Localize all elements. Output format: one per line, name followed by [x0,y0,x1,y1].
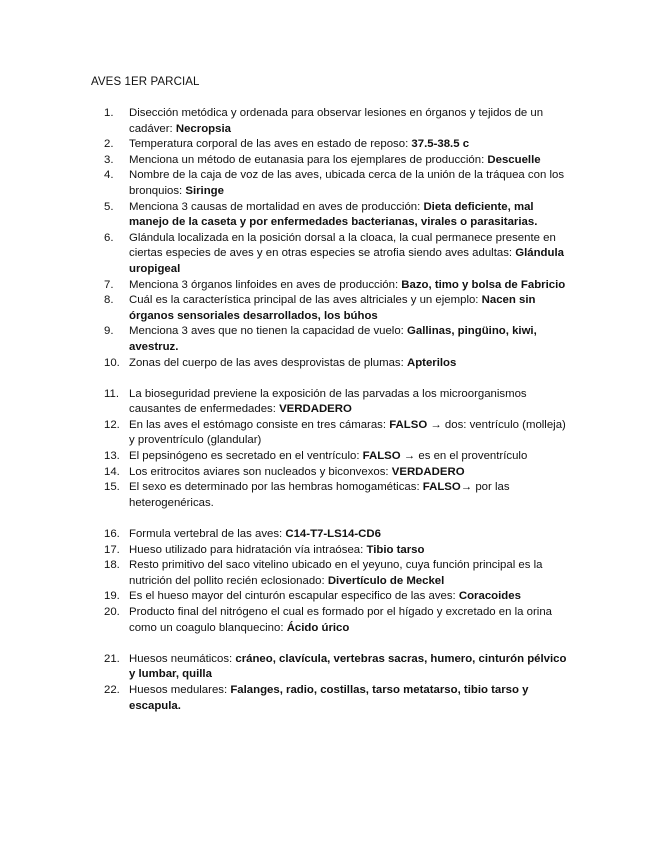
question-text: Los eritrocitos aviares son nucleados y biconvexos: [129,465,392,478]
question-item [0,231,569,278]
question-item [0,153,569,169]
question-item [0,527,569,543]
question-text: Producto final del nitrógeno el cual es formado por el hígado y excretado en la orina como un coagulo blanquecino: [129,606,552,634]
question-number: 16. [104,528,120,541]
question-item [0,137,569,153]
question-item [0,465,569,481]
question-item [0,558,569,589]
answer-text: VERDADERO [391,465,465,478]
question-item [0,356,569,372]
question-list [0,106,655,714]
question-text: Temperatura corporal de las aves en estado de reposo: [129,138,412,151]
question-number: 3. [104,153,114,166]
question-text: Huesos neumáticos: [129,652,236,665]
question-number: 1. [104,107,114,119]
question-text: El pepsinógeno es secretado en el ventrículo: [129,450,363,463]
question-number: 18. [104,559,120,572]
answer-text: Coracoides [458,590,521,603]
question-item [0,480,569,511]
document-title: AVES 1ER PARCIAL [91,76,200,88]
question-text: Zonas del cuerpo de las aves desprovistas de plumas: [129,356,407,369]
question-text: Hueso utilizado para hidratación vía intraósea: [129,543,367,556]
question-number: 13. [104,450,120,463]
answer-text: Gallinas, pingüino, kiwi, avestruz. [129,325,537,353]
answer-text: C14-T7-LS14-CD6 [285,528,381,541]
answer-text: Bazo, timo y bolsa de Fabricio [401,278,566,291]
question-item [0,200,569,231]
answer-text: 37.5-38.5 c [411,138,470,151]
question-text: Glándula localizada en la posición dorsal a la cloaca, la cual permanece presente en ciertas especies de aves y en otras especies se atrofia siendo aves adultas: [129,231,556,260]
answer-text: Divertículo de Meckel [327,574,445,587]
question-number: 9. [104,325,114,338]
question-item [0,449,569,465]
question-number: 2. [104,138,114,151]
question-text: Huesos medulares: [129,683,231,696]
question-text: Resto primitivo del saco vitelino ubicado en el yeyuno, cuya función principal es la nutrición del pollito recién eclosionado: [129,559,543,587]
question-number: 8. [104,294,114,307]
answer-text: FALSO→ [422,481,473,494]
question-text: Menciona 3 aves que no tienen la capacidad de vuelo: [129,325,408,338]
question-text: Cuál es la característica principal de las aves altriciales y un ejemplo: [129,294,482,307]
answer-note: dos: ventrículo (molleja) y proventrículo (glandular) [129,418,566,447]
answer-text: Falanges, radio, costillas, tarso metatarso, tibio tarso y escapula. [129,683,529,712]
answer-text: Necropsia [175,122,231,135]
question-item [0,683,569,714]
question-number: 20. [104,606,120,618]
question-number: 12. [104,418,120,431]
answer-text: VERDADERO [279,403,352,416]
answer-text: Siringe [185,184,224,197]
answer-text: Nacen sin órganos sensoriales desarrollados, los búhos [129,294,536,322]
question-item [0,589,569,605]
answer-note: por las heterogenéricas. [129,481,510,509]
question-item [0,293,569,324]
question-item [0,278,569,294]
question-text: Menciona 3 órganos linfoides en aves de producción: [129,278,402,291]
question-number: 10. [104,356,120,369]
question-number: 6. [104,231,114,244]
answer-text: FALSO → [362,450,416,463]
question-item [0,605,569,636]
question-text: En las aves el estómago consiste en tres cámaras: [129,418,390,431]
question-item [0,418,569,449]
question-text: El sexo es determinado por las hembras homogaméticas: [129,481,423,494]
answer-note: es en el proventrículo [415,450,528,463]
answer-text: Dieta deficiente, mal manejo de la caseta y por enfermedades bacterianas, virales o parasitarias. [129,200,538,229]
question-item [0,387,569,418]
question-text: Disección metódica y ordenada para observar lesiones en órganos y tejidos de un cadáver: [129,107,544,135]
question-item [0,652,569,683]
answer-text: Descuelle [487,153,541,166]
question-number: 4. [104,169,114,182]
question-number: 15. [104,481,120,494]
question-item [0,168,569,199]
question-number: 21. [104,652,120,665]
question-number: 5. [104,200,114,213]
question-text: Es el hueso mayor del cinturón escapular especifico de las aves: [129,590,459,603]
question-item [0,543,569,559]
question-text: Menciona un método de eutanasia para los ejemplares de producción: [129,153,488,166]
question-number: 22. [104,683,120,696]
answer-text: Ácido úrico [286,621,350,634]
question-number: 17. [104,543,120,556]
question-number: 19. [104,590,120,603]
question-number: 11. [104,387,119,400]
answer-text: cráneo, clavícula, vertebras sacras, humero, cinturón pélvico y lumbar, quilla [129,652,567,681]
question-number: 7. [104,278,114,291]
question-text: La bioseguridad previene la exposición de las parvadas a los microorganismos causantes de enfermedades: [129,387,527,416]
answer-text: Apterilos [406,356,457,369]
answer-text: Tibio tarso [366,543,425,556]
question-text: Formula vertebral de las aves: [129,528,286,541]
answer-text: Glándula uropigeal [129,247,564,275]
question-item [0,106,569,137]
question-item [0,324,569,355]
question-text: Nombre de la caja de voz de las aves, ubicada cerca de la unión de la tráquea con los bronquios: [129,169,565,197]
answer-text: FALSO → [389,418,442,431]
question-text: Menciona 3 causas de mortalidad en aves de producción: [129,200,424,213]
question-number: 14. [104,465,120,478]
